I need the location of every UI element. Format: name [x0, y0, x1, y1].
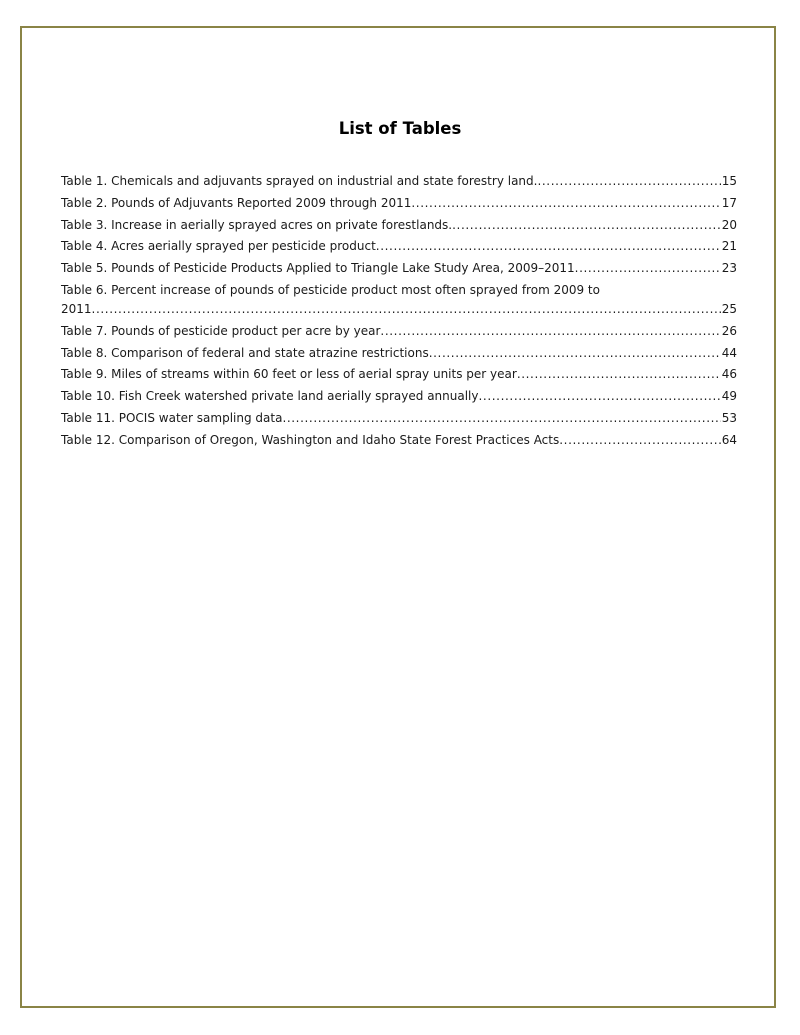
- toc-entry-table-7[interactable]: [61, 324, 737, 346]
- toc-entry-label: Table 9. Miles of streams within 60 feet or less of aerial spray units per year: [61, 367, 517, 382]
- toc-entry-table-6[interactable]: [61, 283, 737, 324]
- page-frame: [20, 26, 776, 1008]
- toc-entry-table-11[interactable]: [61, 411, 737, 433]
- toc-entry-label: Table 12. Comparison of Oregon, Washington and Idaho State Forest Practices Acts: [61, 432, 560, 447]
- dot-leader: [559, 433, 720, 447]
- dot-leader: [92, 302, 721, 316]
- toc-entry-table-3[interactable]: [61, 218, 737, 240]
- toc-entry-label: Table 2. Pounds of Adjuvants Reported 2009 through 2011: [61, 195, 412, 210]
- toc-entry-page-number: 23: [721, 261, 737, 276]
- toc-entry-table-9[interactable]: [61, 367, 737, 389]
- dot-leader: [429, 346, 721, 360]
- toc-entry-label: Table 10. Fish Creek watershed private land aerially sprayed annually: [61, 389, 479, 404]
- toc-entry-label: Table 3. Increase in aerially sprayed acres on private forestlands.: [61, 217, 453, 232]
- dot-leader: [282, 411, 720, 425]
- dot-leader: [411, 196, 720, 210]
- toc-entry-table-1[interactable]: [61, 174, 737, 196]
- dot-leader: [517, 367, 721, 381]
- dot-leader: [479, 389, 721, 403]
- toc-entry-page-number: 15: [721, 174, 737, 188]
- dot-leader: [380, 324, 720, 338]
- toc-entry-label: Table 1. Chemicals and adjuvants sprayed on industrial and state forestry land.: [61, 174, 538, 188]
- toc-entry-label: Table 11. POCIS water sampling data: [61, 410, 283, 425]
- toc-entry-table-5[interactable]: [61, 261, 737, 283]
- page-title: List of Tables: [338, 119, 462, 138]
- toc-entry-label: Table 7. Pounds of pesticide product per acre by year: [61, 323, 381, 338]
- toc-entry-page-number: 25: [721, 301, 737, 316]
- toc-entry-label: 2011: [61, 301, 92, 316]
- toc-entry-page-number: 17: [721, 195, 737, 210]
- toc-entry-page-number: 44: [721, 345, 737, 360]
- dot-leader: [452, 218, 721, 232]
- toc-entry-page-number: 26: [721, 323, 737, 338]
- table-of-contents-list: [61, 174, 737, 455]
- toc-entry-label: Table 8. Comparison of federal and state atrazine restrictions: [61, 345, 429, 360]
- toc-entry-table-12[interactable]: [61, 433, 737, 455]
- dot-leader: [376, 239, 721, 253]
- toc-entry-table-4[interactable]: [61, 239, 737, 261]
- toc-entry-page-number: 53: [721, 410, 737, 425]
- toc-entry-page-number: 21: [721, 239, 737, 254]
- toc-entry-table-2[interactable]: [61, 196, 737, 218]
- toc-entry-label-line-1: Table 6. Percent increase of pounds of pesticide product most often sprayed from 2009 to: [61, 282, 600, 297]
- toc-entry-page-number: 49: [721, 389, 737, 404]
- dot-leader: [575, 261, 721, 275]
- toc-entry-label: Table 4. Acres aerially sprayed per pesticide product: [61, 239, 376, 254]
- toc-entry-label-line-2: [61, 302, 737, 324]
- toc-entry-table-8[interactable]: [61, 346, 737, 368]
- toc-entry-page-number: 20: [721, 217, 737, 232]
- toc-entry-table-10[interactable]: [61, 389, 737, 411]
- dot-leader: [537, 174, 720, 188]
- toc-entry-page-number: 64: [721, 432, 737, 447]
- toc-entry-label: Table 5. Pounds of Pesticide Products Applied to Triangle Lake Study Area, 2009–2011: [61, 261, 575, 276]
- toc-entry-page-number: 46: [721, 367, 737, 382]
